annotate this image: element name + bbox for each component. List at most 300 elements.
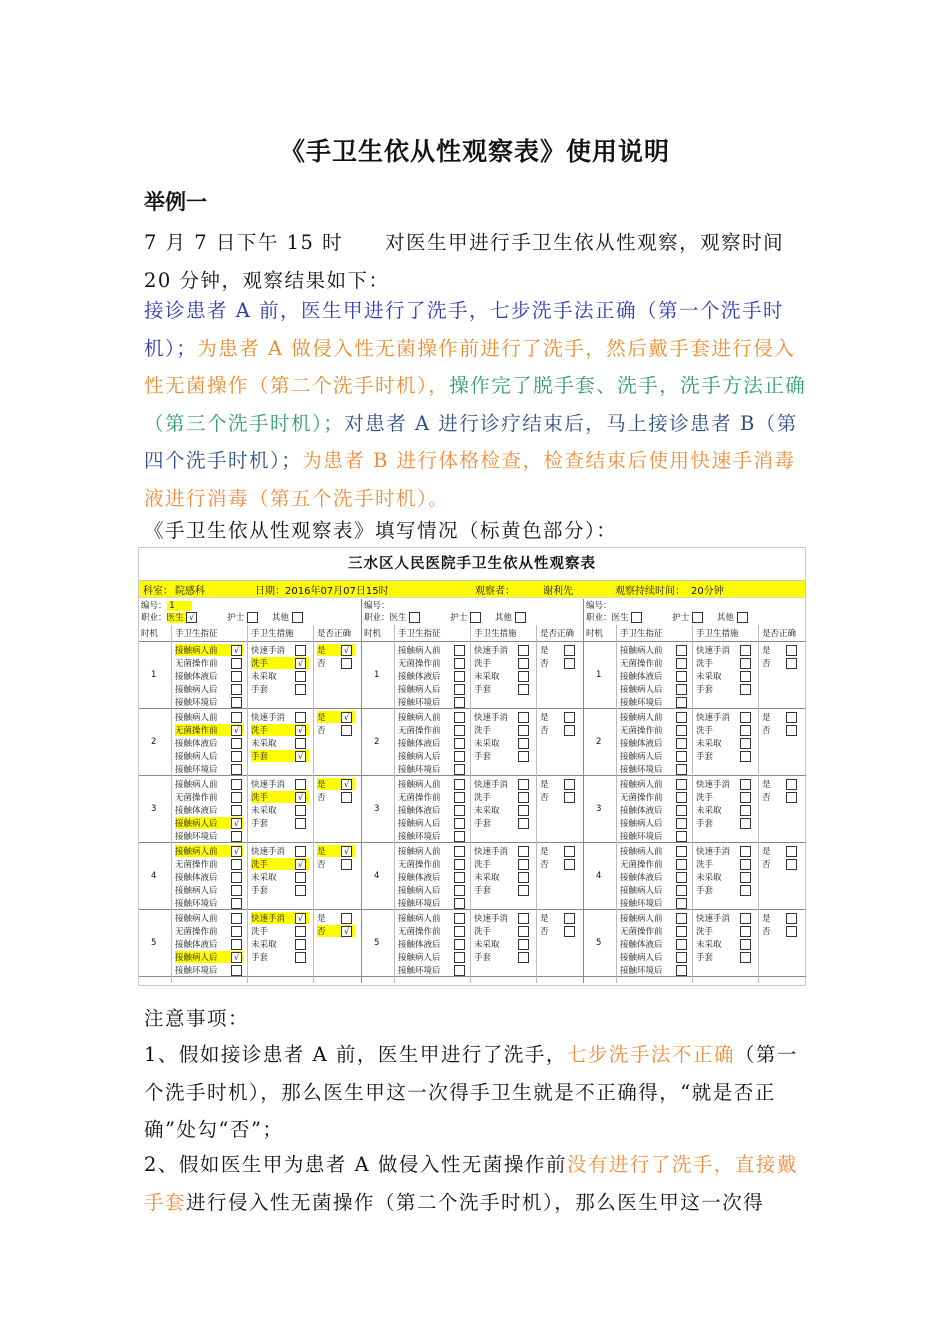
measure-checkbox[interactable] [518, 792, 529, 803]
page-title: 《手卫生依从性观察表》使用说明 [279, 137, 670, 166]
indication-checkbox[interactable] [454, 712, 465, 723]
measure-label: 快速手消 [696, 780, 731, 790]
measure-checkbox[interactable] [518, 926, 529, 937]
indication-item [398, 711, 466, 723]
observer-value: 谢利先 [543, 586, 573, 597]
indication-checkbox[interactable] [676, 872, 687, 883]
indication-checkbox[interactable] [231, 831, 242, 842]
measure-checkbox[interactable]: √ [295, 751, 306, 762]
indication-label: 无菌操作前 [620, 726, 663, 736]
measure-checkbox[interactable] [740, 751, 751, 762]
correct-checkbox[interactable] [786, 645, 797, 656]
indication-checkbox[interactable] [231, 712, 242, 723]
indication-label: 无菌操作前 [398, 927, 441, 937]
correct-checkbox[interactable] [786, 712, 797, 723]
measure-checkbox[interactable] [295, 846, 306, 857]
indication-item [175, 657, 243, 669]
indication-item [398, 778, 466, 790]
indication-checkbox[interactable] [454, 684, 465, 695]
indication-checkbox[interactable] [454, 872, 465, 883]
measure-checkbox[interactable] [518, 872, 529, 883]
correct-checkbox[interactable]: √ [341, 779, 352, 790]
measure-label: 手套 [251, 685, 269, 695]
indication-label: 接触环境后 [398, 765, 441, 775]
indication-label: 无菌操作前 [398, 726, 441, 736]
indication-checkbox[interactable] [454, 939, 465, 950]
doctor-checkbox[interactable]: √ [186, 612, 197, 623]
indication-label: 接触病人后 [620, 819, 663, 829]
measure-checkbox[interactable] [740, 885, 751, 896]
measure-checkbox[interactable] [518, 738, 529, 749]
measure-checkbox[interactable] [295, 738, 306, 749]
indication-checkbox[interactable] [676, 939, 687, 950]
indication-checkbox[interactable] [676, 831, 687, 842]
correct-checkbox[interactable] [564, 913, 575, 924]
indication-checkbox[interactable] [454, 885, 465, 896]
doctor-checkbox[interactable] [631, 612, 642, 623]
indication-checkbox[interactable]: √ [231, 952, 242, 963]
sheet-column [139, 599, 361, 983]
column-divider [171, 625, 172, 983]
measure-checkbox[interactable] [518, 751, 529, 762]
indication-item [398, 938, 466, 950]
indication-label: 接触病人后 [620, 685, 663, 695]
indication-checkbox[interactable] [676, 885, 687, 896]
indication-label: 接触体液后 [175, 873, 218, 883]
measure-label: 洗手 [474, 659, 492, 669]
nurse-checkbox[interactable] [247, 612, 258, 623]
measure-checkbox[interactable] [740, 913, 751, 924]
indication-checkbox[interactable] [676, 818, 687, 829]
correct-checkbox[interactable] [564, 645, 575, 656]
indication-checkbox[interactable] [231, 658, 242, 669]
indication-item [398, 925, 466, 937]
measure-checkbox[interactable]: √ [295, 859, 306, 870]
job-row [586, 611, 804, 623]
indication-checkbox[interactable] [676, 738, 687, 749]
indication-checkbox[interactable] [454, 671, 465, 682]
paragraph-seg1: 接诊患者 A 前，医生甲进行了洗手，七步洗手法正确（第一个洗手时机）； [144, 299, 784, 360]
indication-item [175, 938, 243, 950]
measure-checkbox[interactable] [740, 846, 751, 857]
measure-item [696, 817, 754, 829]
correct-checkbox[interactable] [564, 926, 575, 937]
indication-checkbox[interactable] [676, 671, 687, 682]
measure-checkbox[interactable] [518, 913, 529, 924]
correct-header: 是否正确 [762, 629, 797, 639]
indication-checkbox[interactable] [454, 658, 465, 669]
correct-checkbox[interactable] [341, 859, 352, 870]
other-checkbox[interactable] [292, 612, 303, 623]
correct-item [540, 925, 578, 937]
indication-checkbox[interactable] [676, 965, 687, 976]
measure-checkbox[interactable] [740, 712, 751, 723]
measure-checkbox[interactable] [295, 712, 306, 723]
indication-item [398, 964, 466, 976]
dept-label: 科室： [143, 586, 173, 597]
measure-label: 快速手消 [474, 780, 509, 790]
correct-checkbox[interactable] [786, 846, 797, 857]
timing-header: 时机 [364, 629, 382, 639]
indication-label: 接触病人后 [175, 886, 218, 896]
note2-part-c: 进行侵入性无菌操作（第二个洗手时机），那么医生甲这一次得 [186, 1190, 765, 1214]
indication-checkbox[interactable] [676, 952, 687, 963]
indication-checkbox[interactable] [676, 859, 687, 870]
correct-checkbox[interactable]: √ [341, 926, 352, 937]
indication-checkbox[interactable] [676, 658, 687, 669]
measure-checkbox[interactable] [518, 846, 529, 857]
indication-checkbox[interactable] [231, 898, 242, 909]
nurse-checkbox[interactable] [692, 612, 703, 623]
duration-value: 20分钟 [691, 586, 724, 597]
indication-checkbox[interactable] [676, 764, 687, 775]
measure-checkbox[interactable]: √ [295, 725, 306, 736]
measure-item [696, 804, 754, 816]
measure-checkbox[interactable] [518, 645, 529, 656]
doctor-checkbox[interactable] [409, 612, 420, 623]
indication-checkbox[interactable] [231, 684, 242, 695]
correct-item [540, 791, 578, 803]
group-divider [362, 976, 584, 977]
indication-checkbox[interactable] [454, 764, 465, 775]
indication-checkbox[interactable] [454, 846, 465, 857]
measure-label: 未采取 [696, 940, 722, 950]
measure-checkbox[interactable] [295, 805, 306, 816]
indication-checkbox[interactable] [676, 898, 687, 909]
measure-checkbox[interactable] [295, 684, 306, 695]
measure-checkbox[interactable] [295, 872, 306, 883]
indication-label: 接触病人后 [620, 752, 663, 762]
indication-checkbox[interactable] [231, 792, 242, 803]
measure-item [474, 724, 532, 736]
indication-label: 接触病人前 [175, 847, 218, 857]
indication-checkbox[interactable] [231, 671, 242, 682]
indication-item [175, 724, 243, 736]
indication-checkbox[interactable] [676, 725, 687, 736]
indication-label: 无菌操作前 [175, 860, 218, 870]
correct-label: 否 [317, 927, 326, 937]
indication-item [398, 737, 466, 749]
measure-checkbox[interactable] [740, 805, 751, 816]
measure-checkbox[interactable] [740, 818, 751, 829]
indication-checkbox[interactable] [231, 913, 242, 924]
id-label: 编号： [586, 601, 612, 611]
indication-checkbox[interactable] [454, 645, 465, 656]
measure-checkbox[interactable] [518, 939, 529, 950]
measure-checkbox[interactable] [518, 684, 529, 695]
indication-checkbox[interactable] [454, 898, 465, 909]
correct-checkbox[interactable] [786, 859, 797, 870]
indication-checkbox[interactable] [676, 846, 687, 857]
indication-checkbox[interactable] [231, 939, 242, 950]
indication-item [398, 724, 466, 736]
correct-checkbox[interactable]: √ [341, 645, 352, 656]
correct-checkbox[interactable] [564, 846, 575, 857]
correct-checkbox[interactable] [564, 725, 575, 736]
indication-label: 接触环境后 [175, 698, 218, 708]
measure-item [696, 750, 754, 762]
measure-checkbox[interactable] [740, 926, 751, 937]
measure-item [696, 938, 754, 950]
correct-item [317, 791, 355, 803]
indication-label: 无菌操作前 [398, 793, 441, 803]
measure-label: 手套 [251, 819, 269, 829]
correct-checkbox[interactable] [786, 926, 797, 937]
measure-checkbox[interactable] [518, 725, 529, 736]
measure-item [251, 871, 309, 883]
indication-item [175, 858, 243, 870]
measure-checkbox[interactable] [295, 952, 306, 963]
measure-checkbox[interactable] [740, 952, 751, 963]
indication-checkbox[interactable] [231, 697, 242, 708]
measure-label: 手套 [696, 819, 714, 829]
measure-checkbox[interactable] [518, 859, 529, 870]
indication-checkbox[interactable] [454, 831, 465, 842]
measure-checkbox[interactable] [295, 818, 306, 829]
measure-checkbox[interactable] [518, 779, 529, 790]
correct-item [317, 925, 355, 937]
indication-checkbox[interactable] [454, 965, 465, 976]
indication-checkbox[interactable] [231, 805, 242, 816]
measure-checkbox[interactable] [740, 671, 751, 682]
correct-checkbox[interactable] [564, 859, 575, 870]
example-heading: 举例一 [144, 189, 207, 214]
measure-checkbox[interactable] [295, 926, 306, 937]
correct-checkbox[interactable] [786, 913, 797, 924]
indication-checkbox[interactable] [676, 645, 687, 656]
measure-label: 洗手 [696, 860, 714, 870]
paragraph-seg4: 对患者 A 进行诊疗结束后，马上接诊患者 B（第四个洗手时机）； [144, 411, 798, 472]
correct-checkbox[interactable] [564, 658, 575, 669]
correct-checkbox[interactable]: √ [341, 712, 352, 723]
measure-item [251, 750, 309, 762]
measure-checkbox[interactable] [518, 952, 529, 963]
measure-checkbox[interactable] [740, 779, 751, 790]
indication-label: 接触体液后 [175, 739, 218, 749]
measure-label: 未采取 [251, 940, 277, 950]
nurse-checkbox[interactable] [470, 612, 481, 623]
correct-item [317, 724, 355, 736]
indication-checkbox[interactable] [676, 913, 687, 924]
indication-label: 接触病人前 [620, 914, 663, 924]
measure-checkbox[interactable] [518, 671, 529, 682]
indication-item [620, 951, 688, 963]
indication-checkbox[interactable] [454, 859, 465, 870]
measure-checkbox[interactable] [740, 738, 751, 749]
measure-checkbox[interactable] [295, 671, 306, 682]
indication-checkbox[interactable]: √ [231, 846, 242, 857]
indication-label: 接触病人前 [620, 780, 663, 790]
slot-number: 5 [151, 938, 157, 948]
indication-label: 无菌操作前 [620, 793, 663, 803]
measure-checkbox[interactable]: √ [295, 913, 306, 924]
group-divider [362, 909, 584, 910]
notes-heading [144, 1000, 808, 1038]
correct-checkbox[interactable] [564, 792, 575, 803]
indication-item [620, 724, 688, 736]
job-doctor: 医生 √ [167, 613, 198, 623]
indication-checkbox[interactable] [676, 805, 687, 816]
indication-checkbox[interactable] [454, 792, 465, 803]
measure-item [251, 925, 309, 937]
measure-checkbox[interactable] [518, 712, 529, 723]
measure-checkbox[interactable] [740, 645, 751, 656]
correct-checkbox[interactable] [786, 792, 797, 803]
measure-item [696, 845, 754, 857]
measure-checkbox[interactable] [295, 939, 306, 950]
indication-checkbox[interactable] [454, 913, 465, 924]
group-divider [584, 708, 806, 709]
indication-checkbox[interactable] [454, 697, 465, 708]
measure-label: 手套 [696, 685, 714, 695]
measure-checkbox[interactable] [518, 658, 529, 669]
indication-checkbox[interactable] [231, 764, 242, 775]
measure-checkbox[interactable] [295, 779, 306, 790]
indication-checkbox[interactable] [454, 779, 465, 790]
correct-label: 否 [762, 860, 771, 870]
indication-item [398, 657, 466, 669]
indication-item [175, 817, 243, 829]
header-divider [584, 641, 806, 642]
indication-checkbox[interactable] [676, 697, 687, 708]
group-divider [584, 976, 806, 977]
indication-checkbox[interactable] [231, 751, 242, 762]
indication-checkbox[interactable] [231, 779, 242, 790]
correct-checkbox[interactable] [341, 792, 352, 803]
indication-header: 手卫生指征 [175, 629, 218, 639]
slot-number: 1 [374, 670, 380, 680]
measure-checkbox[interactable] [740, 792, 751, 803]
measure-label: 未采取 [696, 672, 722, 682]
measure-item [474, 871, 532, 883]
indication-checkbox[interactable] [676, 779, 687, 790]
indication-checkbox[interactable] [454, 725, 465, 736]
indication-checkbox[interactable]: √ [231, 725, 242, 736]
note-1 [144, 1036, 808, 1149]
measure-label: 快速手消 [696, 847, 731, 857]
correct-checkbox[interactable] [341, 658, 352, 669]
measure-checkbox[interactable] [518, 885, 529, 896]
correct-item [762, 644, 800, 656]
indication-item [620, 696, 688, 708]
measure-checkbox[interactable] [740, 725, 751, 736]
indication-label: 接触环境后 [620, 899, 663, 909]
indication-checkbox[interactable]: √ [231, 645, 242, 656]
indication-checkbox[interactable] [454, 818, 465, 829]
correct-checkbox[interactable] [341, 913, 352, 924]
indication-item [175, 925, 243, 937]
indication-checkbox[interactable] [676, 926, 687, 937]
measure-checkbox[interactable] [740, 658, 751, 669]
measure-checkbox[interactable] [740, 859, 751, 870]
indication-checkbox[interactable]: √ [231, 818, 242, 829]
indication-item [175, 644, 243, 656]
measure-checkbox[interactable] [295, 885, 306, 896]
group-divider [139, 775, 361, 776]
note2-highlight: 没有进行了洗手，直接戴手套 [144, 1153, 798, 1214]
measure-checkbox[interactable] [740, 939, 751, 950]
notes-heading-text: 注意事项： [144, 1007, 250, 1030]
indication-label: 接触环境后 [398, 966, 441, 976]
measure-label: 洗手 [474, 726, 492, 736]
indication-checkbox[interactable] [676, 792, 687, 803]
indication-checkbox[interactable] [676, 684, 687, 695]
correct-checkbox[interactable] [786, 779, 797, 790]
correct-checkbox[interactable] [786, 725, 797, 736]
measure-checkbox[interactable]: √ [295, 792, 306, 803]
id-row [141, 599, 192, 611]
job-other: 其他 [495, 613, 526, 623]
correct-label: 否 [540, 860, 549, 870]
job-nurse: 护士 [227, 613, 258, 623]
indication-item [398, 951, 466, 963]
measure-checkbox[interactable] [518, 805, 529, 816]
measure-label: 快速手消 [251, 847, 286, 857]
indication-checkbox[interactable] [454, 926, 465, 937]
measure-item [474, 644, 532, 656]
slot-number: 5 [374, 938, 380, 948]
measure-checkbox[interactable] [295, 645, 306, 656]
fill-note [144, 512, 808, 550]
indication-checkbox[interactable] [454, 738, 465, 749]
indication-item [398, 683, 466, 695]
correct-checkbox[interactable] [341, 725, 352, 736]
job-doctor: 医生 [390, 613, 421, 623]
other-checkbox[interactable] [737, 612, 748, 623]
indication-checkbox[interactable] [454, 805, 465, 816]
measure-label: 未采取 [251, 672, 277, 682]
indication-checkbox[interactable] [231, 885, 242, 896]
intro-paragraph [144, 224, 808, 299]
correct-label: 否 [540, 659, 549, 669]
indication-checkbox[interactable] [231, 965, 242, 976]
date-label: 日期： [255, 586, 285, 597]
indication-item [175, 750, 243, 762]
indication-label: 接触病人前 [175, 914, 218, 924]
correct-checkbox[interactable] [786, 658, 797, 669]
correct-checkbox[interactable] [564, 779, 575, 790]
measure-item [696, 724, 754, 736]
correct-header: 是否正确 [540, 629, 575, 639]
indication-checkbox[interactable] [454, 751, 465, 762]
indication-item [620, 804, 688, 816]
indication-checkbox[interactable] [676, 751, 687, 762]
slot-number: 4 [151, 871, 157, 881]
indication-item [620, 737, 688, 749]
indication-item [620, 817, 688, 829]
indication-checkbox[interactable] [231, 738, 242, 749]
correct-checkbox[interactable]: √ [341, 846, 352, 857]
indication-checkbox[interactable] [454, 952, 465, 963]
column-divider [247, 625, 248, 983]
measure-checkbox[interactable] [740, 872, 751, 883]
indication-label: 接触体液后 [175, 940, 218, 950]
other-checkbox[interactable] [515, 612, 526, 623]
indication-checkbox[interactable] [231, 859, 242, 870]
sheet-title: 三水区人民医院手卫生依从性观察表 [139, 548, 805, 581]
correct-item [762, 791, 800, 803]
measure-checkbox[interactable] [518, 818, 529, 829]
correct-label: 是 [540, 847, 549, 857]
measure-checkbox[interactable]: √ [295, 658, 306, 669]
indication-label: 接触病人后 [175, 685, 218, 695]
indication-checkbox[interactable] [676, 712, 687, 723]
indication-checkbox[interactable] [231, 872, 242, 883]
measure-checkbox[interactable] [740, 684, 751, 695]
correct-checkbox[interactable] [564, 712, 575, 723]
measure-label: 洗手 [474, 927, 492, 937]
indication-checkbox[interactable] [231, 926, 242, 937]
